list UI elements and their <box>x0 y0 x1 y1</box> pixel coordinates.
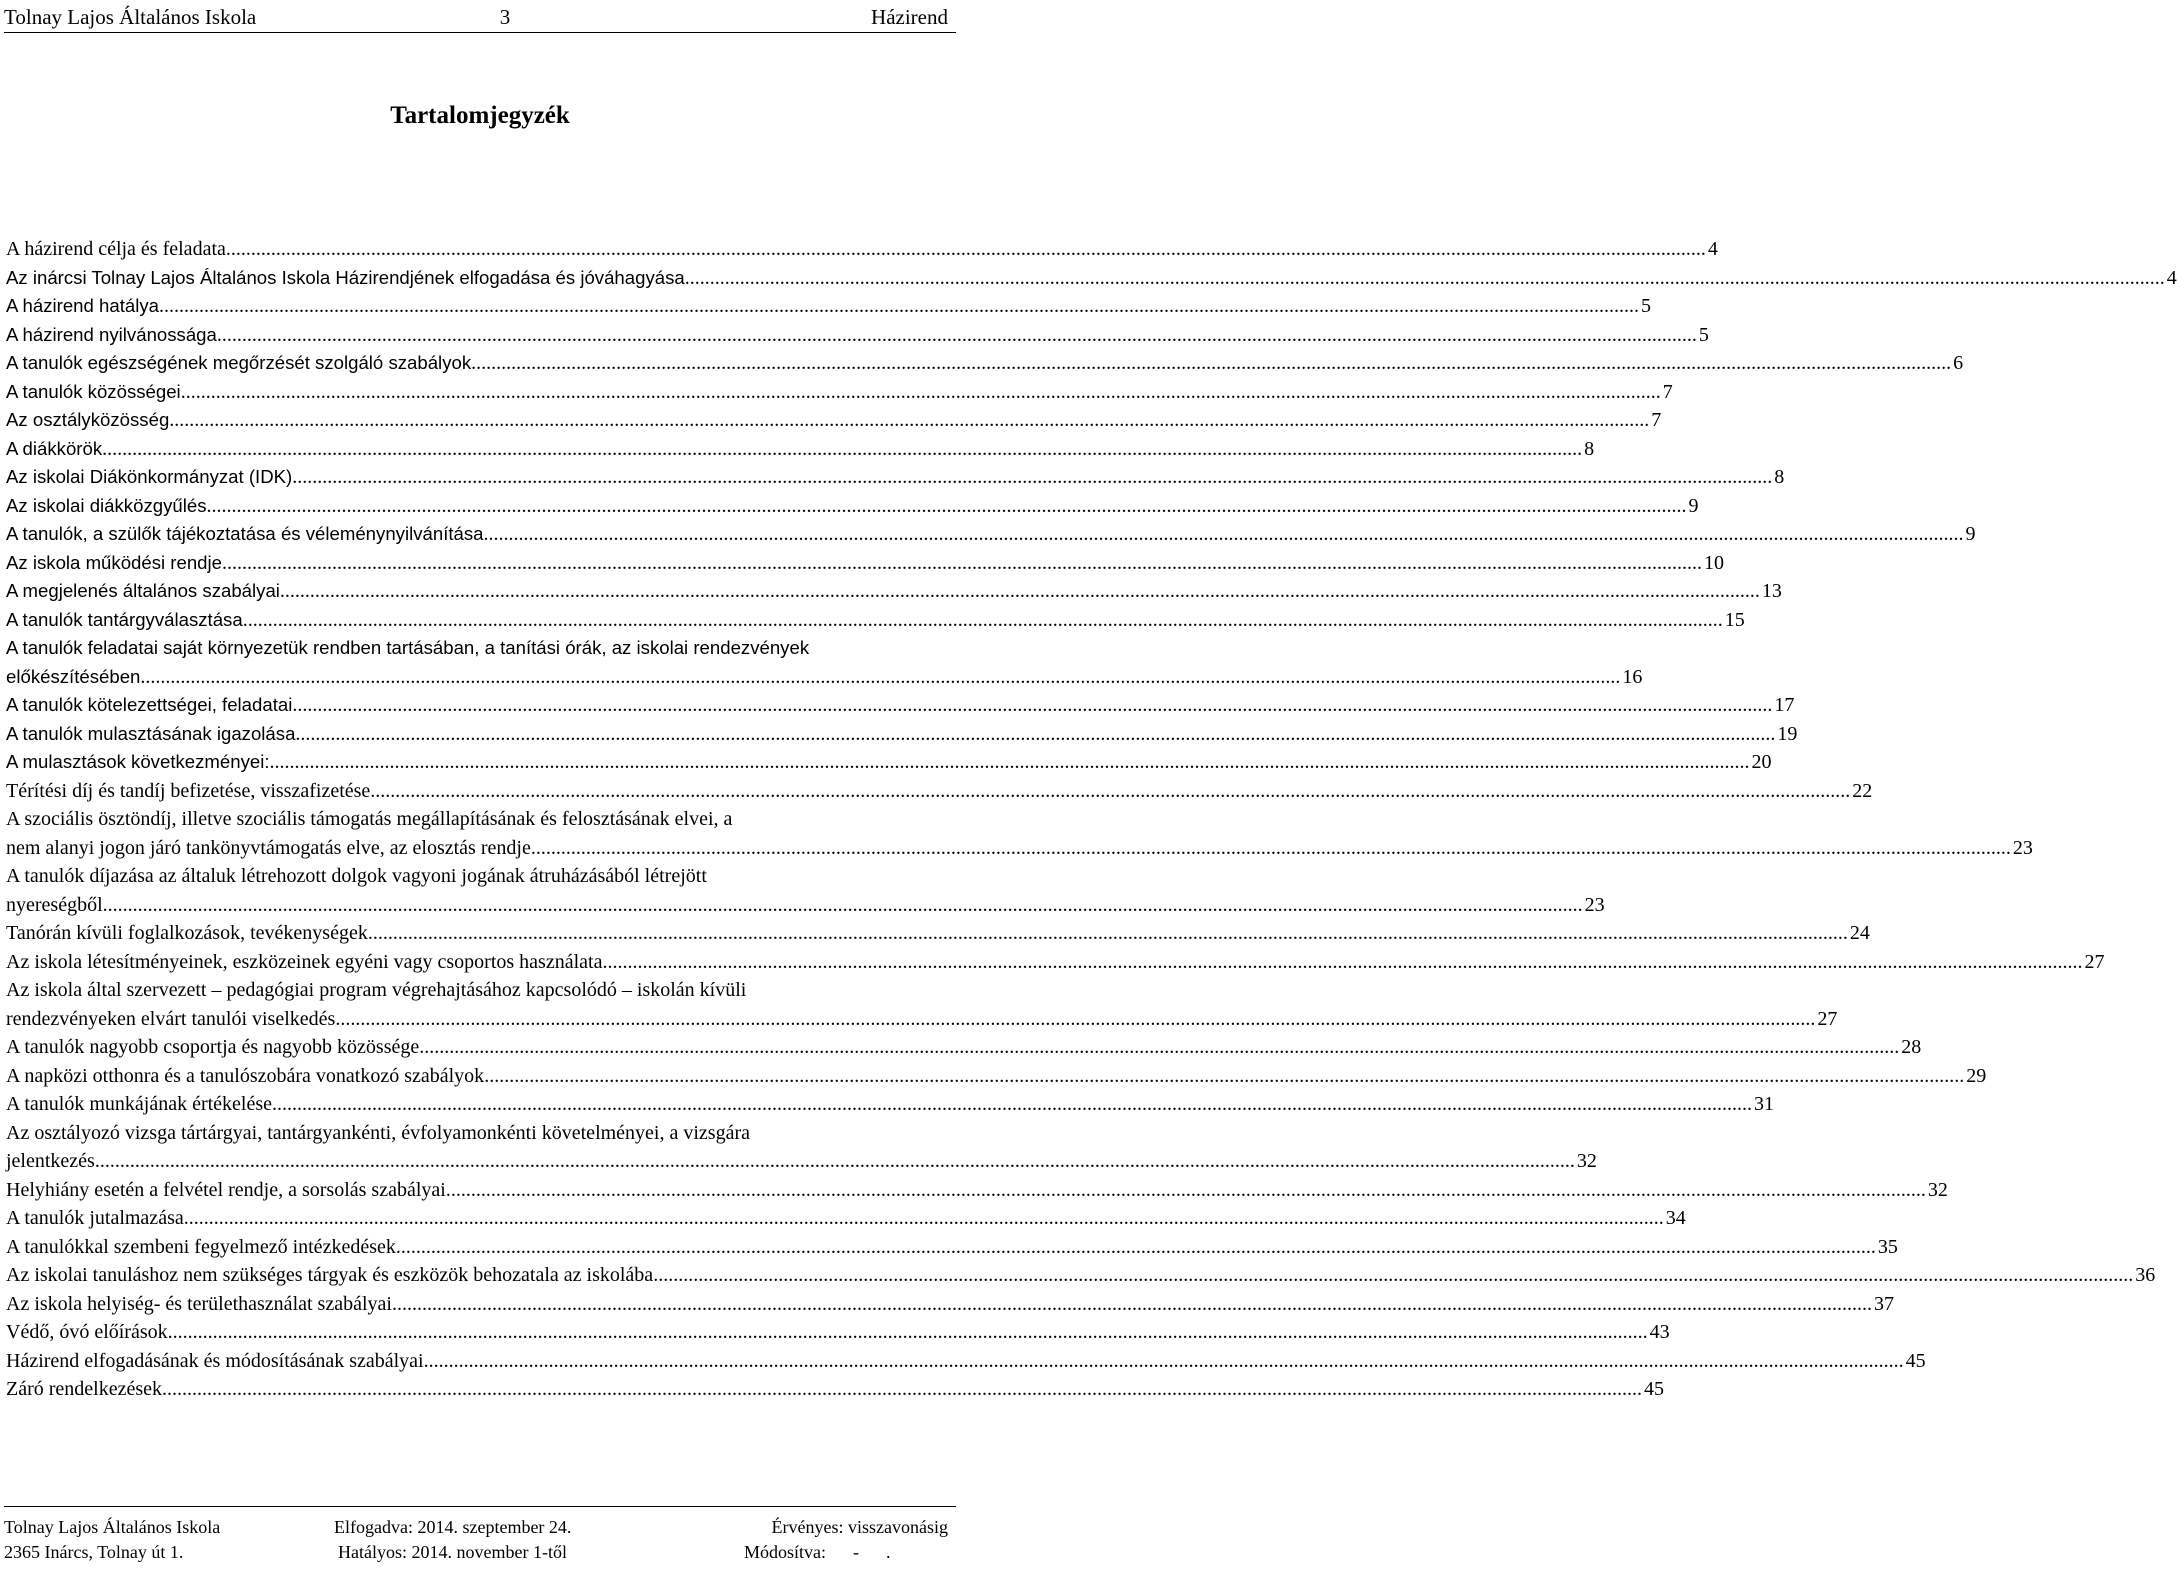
toc-entry[interactable] <box>6 1207 1686 1236</box>
toc-dot-leader <box>159 295 1639 318</box>
toc-entry-line[interactable] <box>6 836 2033 866</box>
toc-entry[interactable] <box>6 608 1745 638</box>
toc-page-number: 32 <box>1576 1150 1597 1172</box>
toc-entry[interactable] <box>6 922 1870 951</box>
toc-page-number: 16 <box>1622 665 1643 688</box>
toc-page-number: 34 <box>1665 1207 1686 1229</box>
toc-dot-leader <box>396 1236 1876 1259</box>
toc-dot-leader <box>471 352 1951 375</box>
toc-entry-title: Házirend elfogadásának és módosításának szabályai <box>6 1349 424 1372</box>
table-of-contents <box>6 238 2177 1407</box>
toc-entry-line[interactable] <box>6 1007 1838 1037</box>
toc-dot-leader <box>168 1321 1648 1344</box>
toc-entry[interactable] <box>6 1349 1926 1379</box>
toc-entry-title: A tanulók díjazása az általuk létrehozott dolgok vagyoni jogának átruházásából létrejött <box>6 865 707 887</box>
toc-page-number: 9 <box>1965 523 1976 545</box>
toc-dot-leader <box>226 238 1706 261</box>
toc-dot-leader <box>169 409 1649 432</box>
toc-entry-title: Az iskola működési rendje <box>6 551 222 573</box>
toc-entry-title: Az iskola létesítményeinek, eszközeinek egyéni vagy csoportos használata <box>6 950 603 973</box>
toc-dot-leader <box>184 1207 1664 1230</box>
toc-entry[interactable] <box>6 266 2177 296</box>
toc-dot-leader <box>392 1293 1872 1316</box>
toc-entry-title-continuation: előkészítésében <box>6 665 141 687</box>
toc-entry[interactable] <box>6 466 1785 495</box>
toc-page-number: 43 <box>1649 1321 1670 1343</box>
toc-dot-leader <box>685 267 2165 290</box>
toc-page-number: 45 <box>1905 1349 1926 1372</box>
toc-entry-line[interactable] <box>6 808 952 837</box>
toc-entry-title: A házirend nyilvánossága <box>6 323 217 345</box>
toc-page-number: 23 <box>2012 836 2033 859</box>
toc-entry-title: A napközi otthonra és a tanulószobára vonatkozó szabályok <box>6 1064 485 1087</box>
toc-entry[interactable] <box>6 352 1964 381</box>
toc-entry-title: A tanulókkal szembeni fegyelmező intézkedések <box>6 1235 396 1258</box>
toc-entry-title: Az iskola helyiség- és területhasználat szabályai <box>6 1292 392 1315</box>
toc-entry-title: Az iskolai diákközgyűlés <box>6 494 207 516</box>
toc-entry-title: A mulasztások következményei: <box>6 751 270 772</box>
toc-page-number: 22 <box>1852 779 1873 802</box>
toc-dot-leader <box>335 1008 1815 1031</box>
page-header <box>4 4 956 33</box>
toc-page-number: 27 <box>2084 950 2105 973</box>
toc-entry-title: Az inárcsi Tolnay Lajos Általános Iskola Házirendjének elfogadása és jóváhagyása <box>6 266 685 288</box>
toc-page-number: 5 <box>1641 295 1651 317</box>
toc-entry-title: A tanulók mulasztásának igazolása <box>6 722 296 744</box>
toc-page-number: 9 <box>1688 494 1699 517</box>
toc-entry-title: A tanulók tantárgyválasztása <box>6 608 243 630</box>
toc-entry[interactable] <box>6 380 1673 410</box>
toc-entry[interactable] <box>6 950 2105 980</box>
toc-dot-leader <box>243 609 1723 632</box>
toc-page-number: 7 <box>1662 380 1673 403</box>
toc-entry-line[interactable] <box>6 893 1605 923</box>
toc-entry-title: Térítési díj és tandíj befizetése, visszafizetése <box>6 779 371 802</box>
toc-entry-title: A tanulók jutalmazása <box>6 1207 184 1229</box>
toc-entry-title: A tanulók munkájának értékelése <box>6 1093 273 1115</box>
toc-page-number: 15 <box>1724 608 1745 631</box>
toc-entry[interactable] <box>6 694 1795 723</box>
toc-entry-line[interactable] <box>6 865 952 894</box>
toc-entry[interactable] <box>6 1036 1922 1065</box>
toc-dot-leader <box>446 1179 1926 1202</box>
toc-page-number: 35 <box>1877 1235 1898 1258</box>
toc-dot-leader <box>419 1036 1899 1059</box>
toc-page-number: 32 <box>1927 1178 1948 1201</box>
toc-dot-leader <box>270 751 1750 774</box>
toc-page-number: 4 <box>1707 238 1718 260</box>
toc-dot-leader <box>102 438 1582 461</box>
toc-entry[interactable] <box>6 1292 1894 1322</box>
toc-page-number: 8 <box>1774 466 1785 488</box>
toc-page-number: 36 <box>2135 1264 2156 1286</box>
toc-page-number: 8 <box>1584 437 1595 460</box>
toc-dot-leader <box>222 552 1702 575</box>
toc-page-number: 7 <box>1651 409 1662 431</box>
page-footer <box>4 1506 956 1567</box>
header-page-number: 3 <box>499 5 511 29</box>
toc-entry-title: Az osztályozó vizsga tártárgyai, tantárgyankénti, évfolyamonkénti követelményei, a vizsgára <box>6 1121 750 1144</box>
toc-entry-line[interactable] <box>6 979 952 1008</box>
header-school-name: Tolnay Lajos Általános Iskola <box>4 5 257 29</box>
toc-entry-title: A tanulók kötelezettségei, feladatai <box>6 694 293 715</box>
toc-entry[interactable] <box>6 751 1772 780</box>
toc-dot-leader <box>292 466 1772 489</box>
toc-page-number: 24 <box>1849 922 1870 944</box>
footer-approved-date: Elfogadva: 2014. szeptember 24. <box>334 1517 572 1537</box>
toc-entry[interactable] <box>6 1378 1665 1407</box>
toc-entry-title: Az iskolai Diákönkormányzat (IDK) <box>6 466 293 487</box>
toc-page-number: 20 <box>1751 751 1772 773</box>
toc-dot-leader <box>424 1350 1904 1373</box>
toc-entry-title: A diákkörök <box>6 437 103 459</box>
toc-dot-leader <box>207 495 1687 518</box>
toc-entry-line[interactable] <box>6 1122 952 1151</box>
toc-dot-leader <box>602 951 2082 974</box>
toc-entry[interactable] <box>6 409 1662 438</box>
toc-page-number: 5 <box>1698 323 1709 346</box>
toc-page-number: 37 <box>1873 1292 1894 1315</box>
toc-dot-leader <box>280 580 1760 603</box>
toc-entry[interactable] <box>6 1178 1948 1208</box>
toc-dot-leader <box>292 694 1772 717</box>
toc-entry[interactable] <box>6 1321 1670 1350</box>
toc-dot-leader <box>484 523 1964 546</box>
toc-dot-leader <box>272 1093 1752 1116</box>
toc-dot-leader <box>95 1150 1575 1173</box>
footer-address: 2365 Inárcs, Tolnay út 1. <box>4 1542 184 1562</box>
toc-page-number: 28 <box>1901 1036 1922 1058</box>
toc-entry-line[interactable] <box>6 637 952 666</box>
toc-entry-title: Az iskola által szervezett – pedagógiai program végrehajtásához kapcsolódó – iskolán kívüli <box>6 979 747 1001</box>
toc-entry-title-continuation: nyereségből <box>6 893 103 916</box>
footer-school-name: Tolnay Lajos Általános Iskola <box>4 1517 221 1537</box>
toc-dot-leader <box>484 1065 1964 1088</box>
toc-entry[interactable] <box>6 1093 1775 1122</box>
toc-page-number: 27 <box>1817 1007 1838 1030</box>
toc-dot-leader <box>140 666 1620 689</box>
toc-entry[interactable] <box>6 238 1718 267</box>
toc-entry-title: Védő, óvó előírások <box>6 1321 168 1343</box>
toc-entry-title-continuation: nem alanyi jogon járó tankönyvtámogatás elve, az elosztás rendje <box>6 836 531 859</box>
toc-entry[interactable] <box>6 295 1651 324</box>
toc-page-number: 4 <box>2166 266 2177 289</box>
toc-page-number: 10 <box>1704 551 1724 574</box>
toc-entry-title: A tanulók egészségének megőrzését szolgáló szabályok <box>6 352 472 373</box>
footer-validity: Érvényes: visszavonásig <box>771 1517 948 1537</box>
toc-page-number: 6 <box>1953 352 1964 374</box>
toc-page-number: 17 <box>1774 694 1795 716</box>
toc-entry-title-continuation: jelentkezés <box>6 1150 95 1172</box>
footer-effective-date: Hatályos: 2014. november 1-től <box>338 1542 567 1562</box>
toc-entry[interactable] <box>6 323 1709 353</box>
toc-entry-line[interactable] <box>6 665 1643 695</box>
toc-dot-leader <box>162 1378 1642 1401</box>
toc-entry-title: Helyhiány esetén a felvétel rendje, a sorsolás szabályai <box>6 1178 446 1201</box>
toc-entry-title: A megjelenés általános szabályai <box>6 580 280 601</box>
header-document-name: Házirend <box>871 5 948 29</box>
toc-entry-title: Záró rendelkezések <box>6 1378 163 1400</box>
toc-entry-title: A tanulók feladatai saját környezetük rendben tartásában, a tanítási órák, az iskolai rendezvények <box>6 637 810 658</box>
toc-entry-title: Az iskolai tanuláshoz nem szükséges tárgyak és eszközök behozatala az iskolába <box>6 1264 654 1286</box>
toc-entry-title: A tanulók nagyobb csoportja és nagyobb közössége <box>6 1036 420 1058</box>
toc-entry[interactable] <box>6 580 1782 609</box>
toc-entry-title: A tanulók közösségei <box>6 380 181 402</box>
toc-entry-title: Tanórán kívüli foglalkozások, tevékenységek <box>6 922 368 944</box>
toc-dot-leader <box>370 780 1850 803</box>
toc-page-number: 45 <box>1644 1378 1665 1400</box>
toc-page-number: 13 <box>1761 580 1782 602</box>
toc-entry[interactable] <box>6 523 1976 552</box>
toc-entry-title: A tanulók, a szülők tájékoztatása és véleménynyilvánítása <box>6 523 484 544</box>
toc-entry[interactable] <box>6 1264 2156 1293</box>
toc-dot-leader <box>531 837 2011 860</box>
toc-entry[interactable] <box>6 779 1873 809</box>
toc-entry[interactable] <box>6 494 1699 524</box>
toc-entry-title: Az osztályközösség <box>6 409 170 430</box>
toc-page-number: 31 <box>1754 1093 1775 1115</box>
toc-dot-leader <box>653 1264 2133 1287</box>
toc-entry-title-continuation: rendezvényeken elvárt tanulói viselkedés <box>6 1007 336 1030</box>
toc-page-number: 19 <box>1777 722 1798 745</box>
toc-entry-title: A szociális ösztöndíj, illetve szociális támogatás megállapításának és felosztásának elvei, a <box>6 808 733 830</box>
toc-entry-title: A házirend célja és feladata <box>6 238 226 260</box>
toc-entry[interactable] <box>6 437 1595 467</box>
toc-dot-leader <box>368 922 1848 945</box>
toc-entry[interactable] <box>6 1235 1898 1265</box>
toc-entry[interactable] <box>6 551 1724 581</box>
toc-entry[interactable] <box>6 722 1798 752</box>
toc-entry-title: A házirend hatálya <box>6 295 159 316</box>
toc-entry-line[interactable] <box>6 1150 1597 1179</box>
toc-entry[interactable] <box>6 1064 1987 1094</box>
toc-dot-leader <box>181 381 1661 404</box>
page-title: Tartalomjegyzék <box>390 102 570 129</box>
toc-dot-leader <box>295 723 1775 746</box>
toc-page-number: 29 <box>1966 1064 1987 1087</box>
toc-dot-leader <box>103 894 1583 917</box>
toc-dot-leader <box>217 324 1697 347</box>
toc-page-number: 23 <box>1584 893 1605 916</box>
footer-modified: Módosítva: - . <box>744 1542 891 1562</box>
